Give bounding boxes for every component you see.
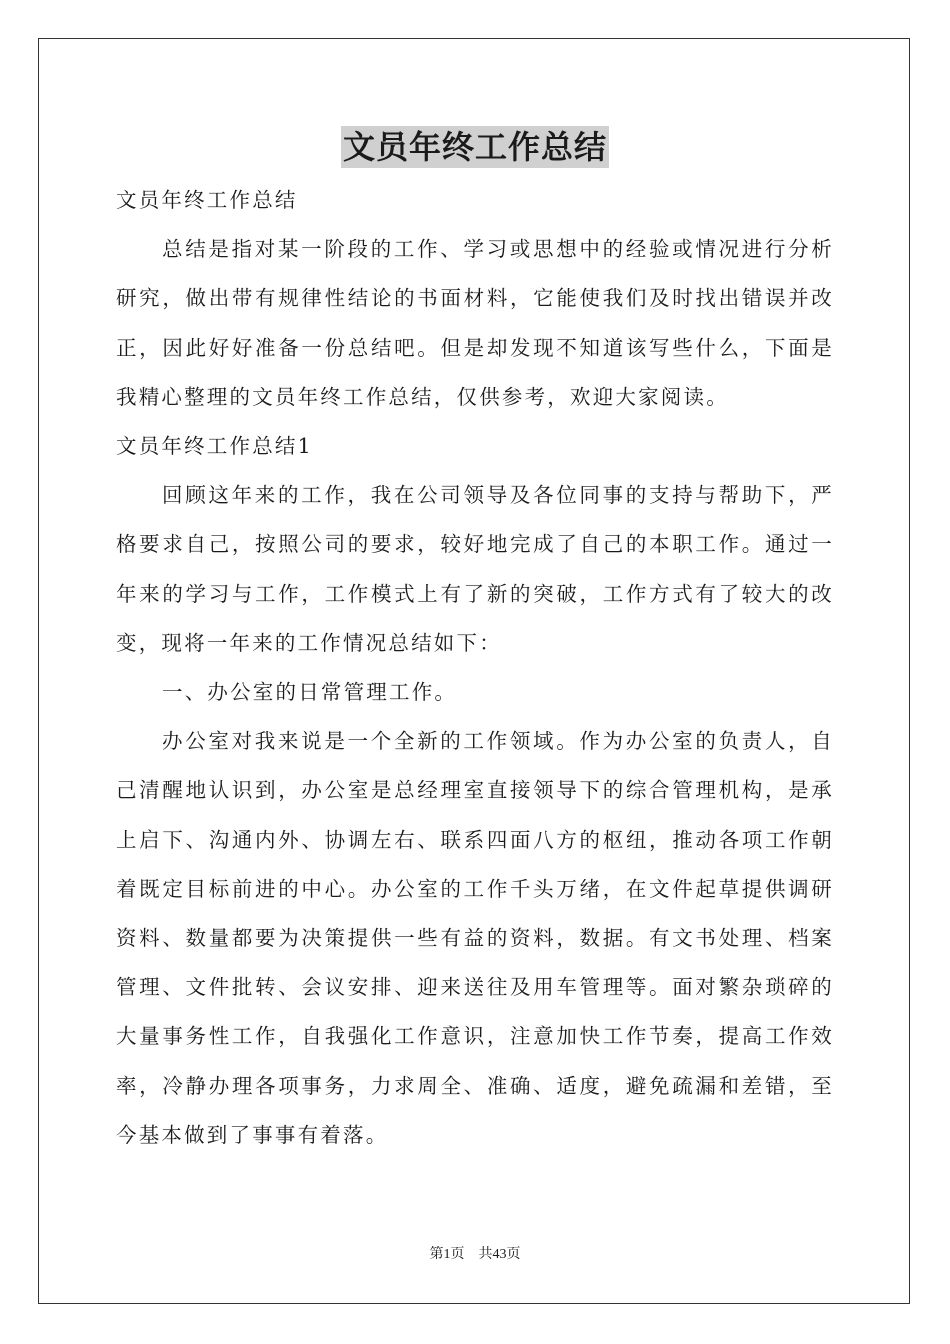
section-heading: 文员年终工作总结1: [116, 434, 313, 459]
total-pages: 共43页: [478, 1247, 521, 1262]
document-body: [116, 176, 834, 1160]
body-paragraph: 回顾这年来的工作，我在公司领导及各位同事的支持与帮助下，严格要求自己，按照公司的要求，较好地完成了自己的本职工作。通过一年来的学习与工作，工作模式上有了新的突破，工作方式有了较大的改变，现将一年来的工作情况总结如下：: [116, 483, 834, 655]
document-title: 文员年终工作总结: [342, 128, 607, 166]
subtitle-heading: 文员年终工作总结: [116, 188, 298, 212]
body-paragraph: 办公室对我来说是一个全新的工作领域。作为办公室的负责人，自己清醒地认识到，办公室是总经理室直接领导下的综合管理机构，是承上启下、沟通内外、协调左右、联系四面八方的枢纽，推动各项工作朝着既定目标前进的中心。办公室的工作千头万绪，在文件起草提供调研资料、数量都要为决策提供一些有益的资料，数据。有文书处理、档案管理、文件批转、会议安排、迎来送往及用车管理等。面对繁杂琐碎的大量事务性工作，自我强化工作意识，注意加快工作节奏，提高工作效率，冷静办理各项事务，力求周全、准确、适度，避免疏漏和差错，至今基本做到了事事有着落。: [116, 729, 834, 1147]
intro-paragraph: 总结是指对某一阶段的工作、学习或思想中的经验或情况进行分析研究，做出带有规律性结论的书面材料，它能使我们及时找出错误并改正，因此好好准备一份总结吧。但是却发现不知道该写些什么，下面是我精心整理的文员年终工作总结，仅供参考，欢迎大家阅读。: [116, 237, 834, 409]
page-number: 第1页: [429, 1247, 465, 1262]
title-container: [0, 126, 950, 168]
subsection-heading: 一、办公室的日常管理工作。: [162, 680, 458, 705]
page-footer: [0, 1246, 950, 1264]
